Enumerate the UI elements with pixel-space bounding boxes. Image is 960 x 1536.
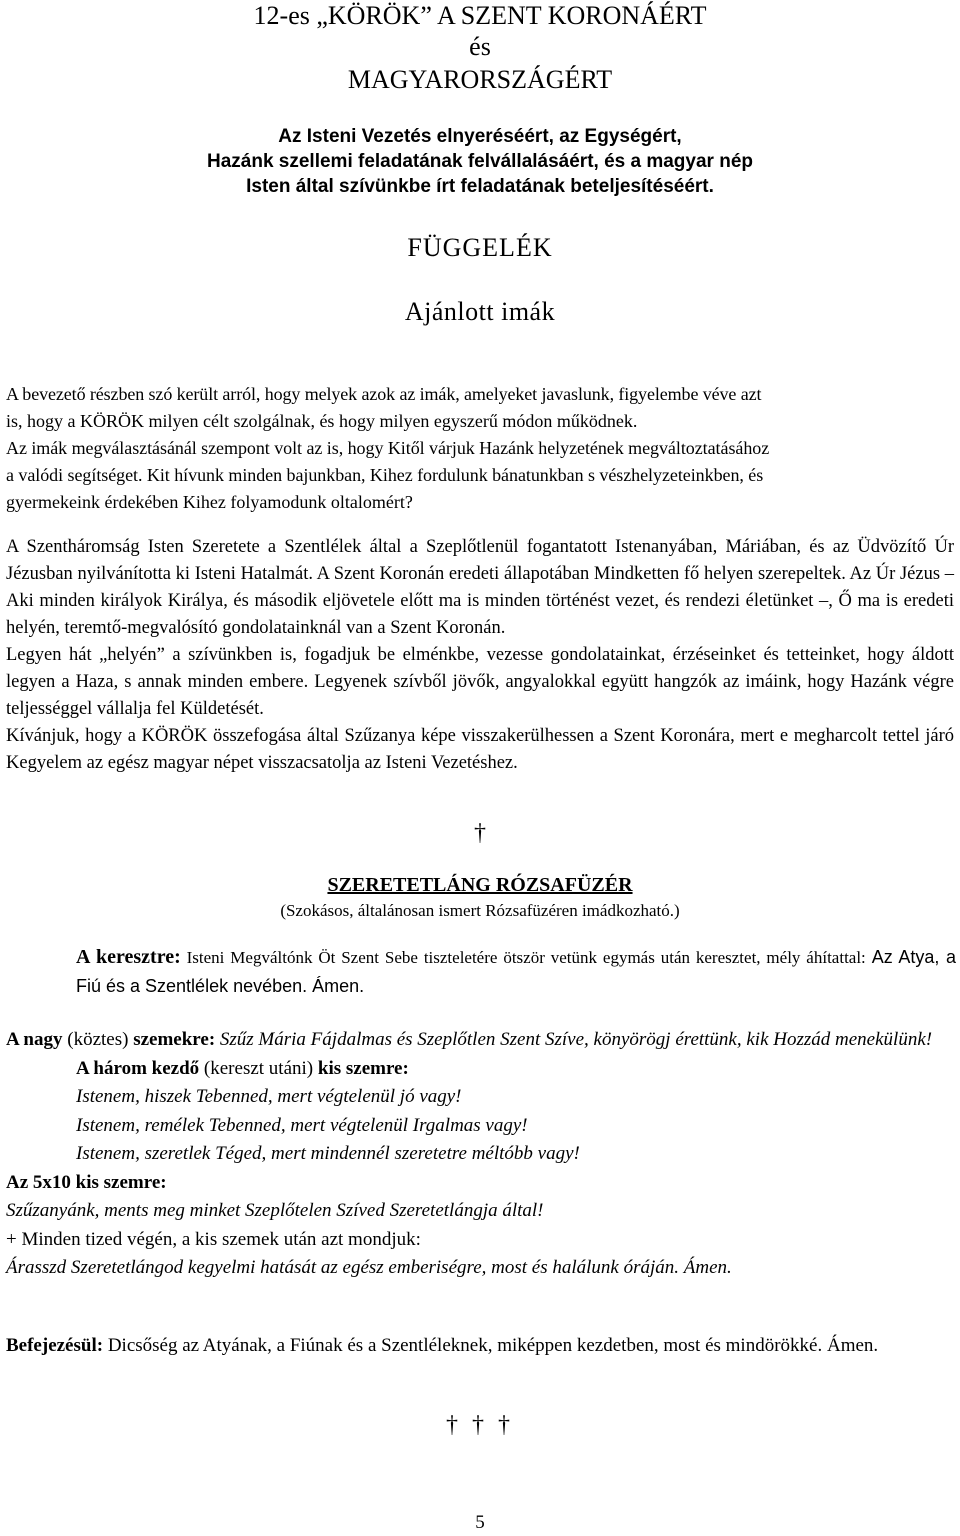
trinity-paragraph: A Szentháromság Isten Szeretete a Szentlélek által a Szeplőtlenül fogantatott Istenanyában, Máriában, és az Üdvözítő Úr Jézusban nyilvánította ki Isteni Hatalmát. A Szent Koronán eredeti állapotában Mindketten fő helyen szerepeltek. Az Úr Jézus – Aki minden királyok Királya, és második eljövetele előtt ma is minden történést vezet, és rendezi életünket –, Ő ma is eredeti helyén, teremtő-megvalósító gondolatainknál van a Szent Koronán. [6, 537, 954, 638]
big-label-a: A nagy [6, 1029, 63, 1050]
intro-line-3: Az imák megválasztásánál szempont volt az is, hogy Kitől várjuk Hazánk helyzetének megváltoztatásához [6, 438, 770, 458]
closing-text: Dicsőség az Atyának, a Fiúnak és a Szentléleknek, miképpen kezdetben, most és mindörökké. Ámen. [107, 1335, 879, 1356]
title-line-1: 12-es „KÖRÖK” A SZENT KORONÁÉRT [253, 1, 707, 30]
decade-prayer: Árasszd Szeretetlángod kegyelmi hatását az egész emberiségre, most és halálunk óráján. Ámen. [6, 1257, 732, 1278]
three-label-a: A három kezdő [76, 1057, 200, 1079]
title-line-3: MAGYARORSZÁGÉRT [347, 65, 613, 94]
cross-instruction [76, 943, 956, 1001]
heart-paragraph: Legyen hát „helyén” a szívünkben is, fogadjuk be elménkbe, vezesse gondolatainkat, érzéseinket és tetteinket, hogy áldott legyen a Haza, s annak minden embere. Legyenek szívből jövők, angyalokkal együtt hangzók az imáink, hogy Hazánk végre teljességgel vállalja fel Küldetését. [6, 645, 954, 719]
closing-label: Befejezésül: [6, 1335, 104, 1356]
intro-line-4: a valódi segítséget. Kit hívunk minden bajunkban, Kihez fordulunk bánatunkban s vészhelyzeteinkben, és [6, 465, 764, 485]
intro-line-1: A bevezető részben szó került arról, hogy melyek azok az imák, amelyeket javaslunk, figyelembe véve azt [6, 384, 762, 404]
subtitle-line-3: Isten által szívünkbe írt feladatának beteljesítéséért. [246, 176, 714, 197]
cross-icon: † [474, 820, 486, 846]
faith-prayer: Istenem, hiszek Tebenned, mert végtelenül jó vagy! [76, 1086, 462, 1107]
document-title [0, 0, 960, 95]
cross-label: A keresztre: [76, 946, 181, 968]
recommended-prayers-heading: Ajánlott imák [404, 297, 556, 326]
wish-paragraph: Kívánjuk, hogy a KÖRÖK összefogása által Szűzanya képe visszakerülhessen a Szent Koronára, mert e megharcolt tettel járó Kegyelem az egész magyar népet visszacsatolja az Isteni Vezetéshez. [6, 726, 954, 773]
love-prayer: Istenem, szeretlek Téged, mert mindennél szeretetre méltóbb vagy! [76, 1143, 580, 1164]
cross-text: Isteni Megváltónk Öt Szent Sebe tiszteletére ötször vetünk egymás után keresztet, mély áhítattal: [186, 948, 866, 967]
rosary-subtitle: (Szokásos, általánosan ismert Rózsafüzéren imádkozható.) [280, 901, 680, 920]
big-beads-prayer: Szűz Mária Fájdalmas és Szeplőtlen Szent Szíve, könyörögj érettünk, kik Hozzád menekülünk! [219, 1029, 933, 1050]
page-number: 5 [475, 1512, 485, 1533]
decade-note: + Minden tized végén, a kis szemek után azt mondjuk: [6, 1228, 421, 1250]
rosary-prayers [6, 1026, 954, 1283]
cross-words: Az Atya, a Fiú és a Szentlélek nevében. Ámen. [76, 947, 957, 996]
intro-line-5: gyermekeink érdekében Kihez folyamodunk oltalomért? [6, 492, 413, 512]
subtitle-line-1: Az Isteni Vezetés elnyeréséért, az Egységért, [278, 126, 682, 147]
three-beads-section [6, 1055, 954, 1169]
small-beads-prayer: Szűzanyánk, ments meg minket Szeplőtelen Szíved Szeretetlángja által! [6, 1200, 544, 1221]
body-paragraphs [6, 534, 954, 777]
rosary-title: SZERETETLÁNG RÓZSAFÜZÉR [327, 874, 633, 896]
subtitle-line-2: Hazánk szellemi feladatának felvállalásáért, és a magyar nép [206, 151, 753, 172]
title-line-2: és [469, 32, 491, 61]
small-beads-label: Az 5x10 kis szemre: [6, 1171, 167, 1193]
big-label-b: (köztes) [67, 1029, 129, 1050]
closing-prayer [6, 1332, 954, 1360]
big-label-c: szemekre: [133, 1029, 216, 1050]
triple-cross-icon: † † † [446, 1412, 514, 1438]
intro-line-2: is, hogy a KÖRÖK milyen célt szolgálnak, és hogy milyen egyszerű módon működnek. [6, 411, 638, 431]
big-beads-section [6, 1026, 954, 1055]
appendix-heading: FÜGGELÉK [407, 233, 553, 262]
intro-paragraph [6, 381, 954, 516]
three-label-c: kis szemre: [317, 1057, 409, 1079]
hope-prayer: Istenem, remélek Tebenned, mert végtelenül Irgalmas vagy! [76, 1114, 528, 1136]
three-label-b: (kereszt utáni) [203, 1057, 314, 1079]
document-subtitle [0, 124, 960, 199]
